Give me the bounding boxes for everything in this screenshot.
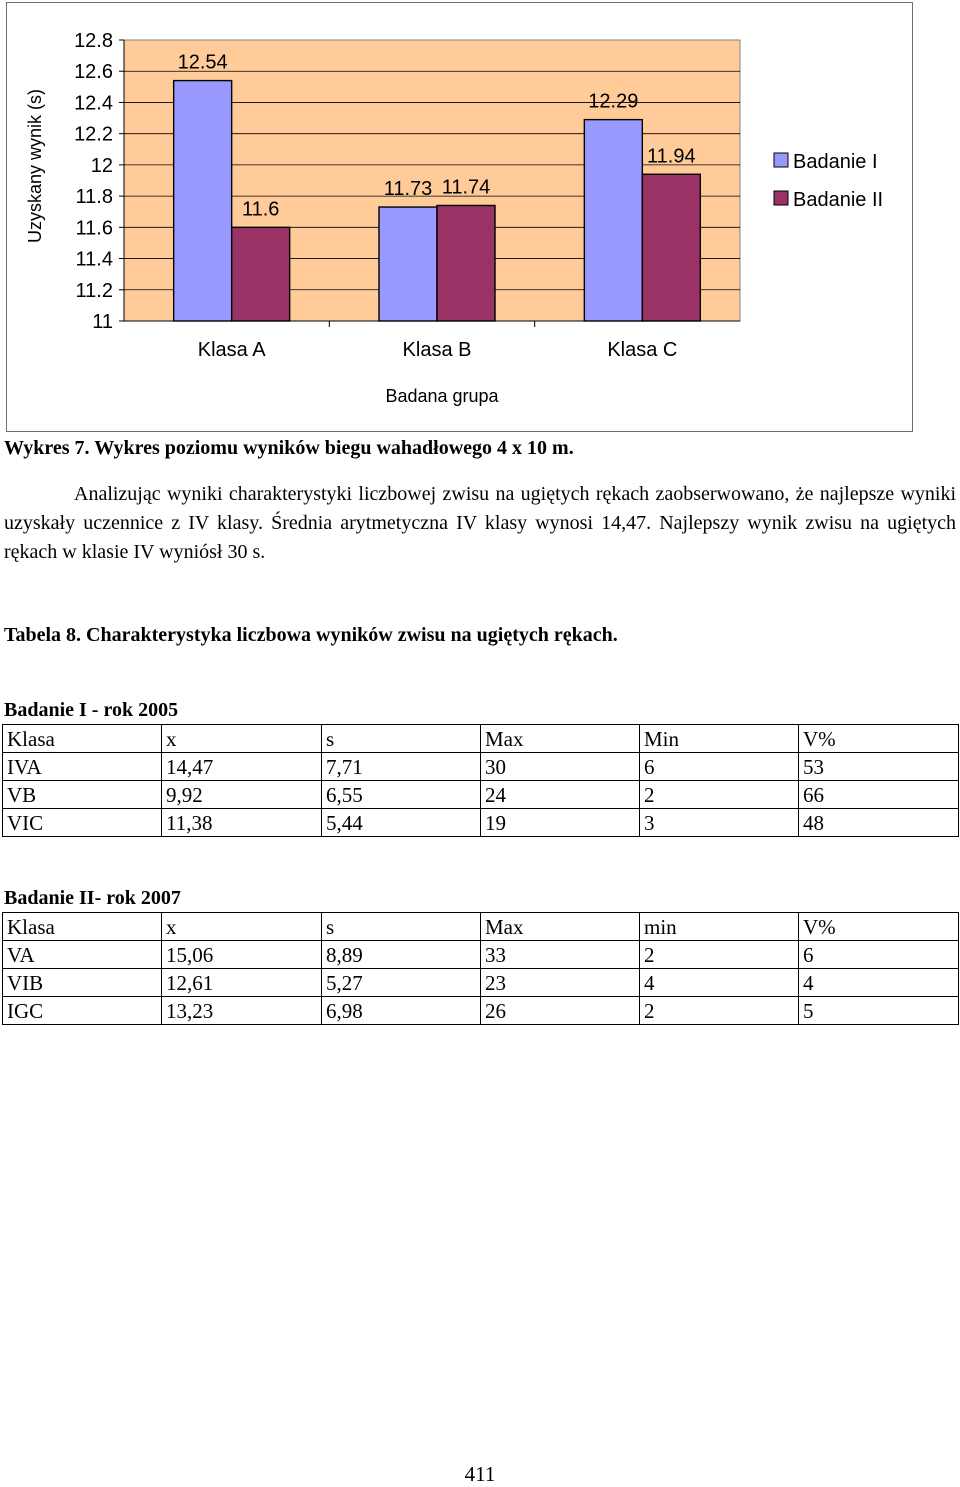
header-cell: Klasa — [3, 725, 162, 753]
table-cell: IVA — [3, 753, 162, 781]
legend-label: Badanie II — [793, 189, 884, 211]
table-cell: 2 — [640, 781, 799, 809]
table-cell: 15,06 — [162, 941, 322, 969]
y-tick-label: 11.4 — [75, 248, 113, 271]
table-cell: 12,61 — [162, 969, 322, 997]
bar-chart — [7, 3, 912, 431]
data-label: 11.6 — [241, 198, 280, 221]
header-cell: Max — [481, 725, 640, 753]
table-cell: 6,98 — [322, 997, 481, 1025]
table2 — [2, 912, 959, 1025]
table-cell: 13,23 — [162, 997, 322, 1025]
table-row — [3, 781, 959, 809]
header-cell: V% — [799, 725, 959, 753]
y-axis-title: Uzyskany wynik (s) — [25, 88, 45, 244]
category-label: Klasa C — [607, 339, 678, 361]
table2-heading: Badanie II- rok 2007 — [4, 887, 181, 909]
table-cell: 26 — [481, 997, 640, 1025]
data-label: 11.94 — [647, 145, 696, 168]
header-cell: Max — [481, 913, 640, 941]
bar — [379, 207, 437, 321]
table-cell: 2 — [640, 997, 799, 1025]
table-cell: VIC — [3, 809, 162, 837]
table-cell: 14,47 — [162, 753, 322, 781]
table-cell: 66 — [799, 781, 959, 809]
table-cell: VIB — [3, 969, 162, 997]
table-row — [3, 969, 959, 997]
table-cell: 7,71 — [322, 753, 481, 781]
table-row — [3, 997, 959, 1025]
y-tick-label: 11.8 — [75, 186, 113, 209]
table-cell: 3 — [640, 809, 799, 837]
y-tick-label: 12 — [90, 154, 113, 177]
legend-swatch — [774, 153, 788, 167]
y-tick-label: 12.4 — [74, 92, 113, 115]
table-cell: 4 — [799, 969, 959, 997]
table-row — [3, 941, 959, 969]
table-row — [3, 753, 959, 781]
table-cell: 6 — [640, 753, 799, 781]
figure-caption: Wykres 7. Wykres poziomu wyników biegu wahadłowego 4 x 10 m. — [4, 437, 574, 459]
table-cell: 11,38 — [162, 809, 322, 837]
table-cell: VA — [3, 941, 162, 969]
table-cell: 2 — [640, 941, 799, 969]
header-cell: Min — [640, 725, 799, 753]
category-label: Klasa B — [402, 339, 472, 361]
data-label: 11.74 — [441, 176, 491, 199]
y-tick-label: 11.6 — [75, 217, 113, 240]
bar — [584, 120, 642, 321]
header-cell: s — [322, 725, 481, 753]
table-cell: 30 — [481, 753, 640, 781]
table-cell: 5,27 — [322, 969, 481, 997]
table-cell: IGC — [3, 997, 162, 1025]
x-axis-title: Badana grupa — [385, 386, 499, 406]
y-tick-label: 12.8 — [74, 30, 113, 52]
header-cell: x — [162, 913, 322, 941]
table-cell: 48 — [799, 809, 959, 837]
table-row — [3, 809, 959, 837]
data-label: 11.73 — [383, 178, 433, 201]
y-tick-label: 12.2 — [74, 123, 113, 146]
table-cell: 4 — [640, 969, 799, 997]
legend-swatch — [774, 191, 788, 205]
bar — [642, 174, 700, 321]
table-cell: 5,44 — [322, 809, 481, 837]
y-tick-label: 11 — [92, 311, 113, 333]
y-tick-label: 12.6 — [74, 61, 113, 84]
header-cell: x — [162, 725, 322, 753]
bar — [232, 227, 290, 321]
bar — [174, 81, 232, 321]
table-caption: Tabela 8. Charakterystyka liczbowa wyników zwisu na ugiętych rękach. — [4, 624, 618, 646]
table-cell: 9,92 — [162, 781, 322, 809]
table-cell: 23 — [481, 969, 640, 997]
header-cell: Klasa — [3, 913, 162, 941]
table-cell: 53 — [799, 753, 959, 781]
table1-heading: Badanie I - rok 2005 — [4, 699, 179, 721]
table-cell: 33 — [481, 941, 640, 969]
table-cell: 8,89 — [322, 941, 481, 969]
chart-frame — [6, 2, 913, 432]
table1 — [2, 724, 959, 837]
body-paragraph: Analizując wyniki charakterystyki liczbowej zwisu na ugiętych rękach zaobserwowano, że najlepsze wyniki uzyskały uczennice z IV klasy. Średnia arytmetyczna IV klasy wynosi 14,47. Najlepszy wynik zwisu na ugiętych rękach w klasie IV wyniósł 30 s. — [4, 483, 956, 563]
table-cell: 19 — [481, 809, 640, 837]
y-tick-label: 11.2 — [75, 279, 113, 302]
bar — [437, 205, 495, 321]
data-label: 12.54 — [177, 51, 228, 74]
table-header-row — [3, 725, 959, 753]
header-cell: min — [640, 913, 799, 941]
legend-label: Badanie I — [793, 151, 878, 173]
table-cell: 6 — [799, 941, 959, 969]
category-label: Klasa A — [197, 339, 266, 361]
table-header-row — [3, 913, 959, 941]
header-cell: V% — [799, 913, 959, 941]
data-label: 12.29 — [588, 90, 639, 113]
table-cell: 6,55 — [322, 781, 481, 809]
header-cell: s — [322, 913, 481, 941]
page-number: 411 — [464, 1462, 496, 1486]
table-cell: VB — [3, 781, 162, 809]
table-cell: 5 — [799, 997, 959, 1025]
table-cell: 24 — [481, 781, 640, 809]
